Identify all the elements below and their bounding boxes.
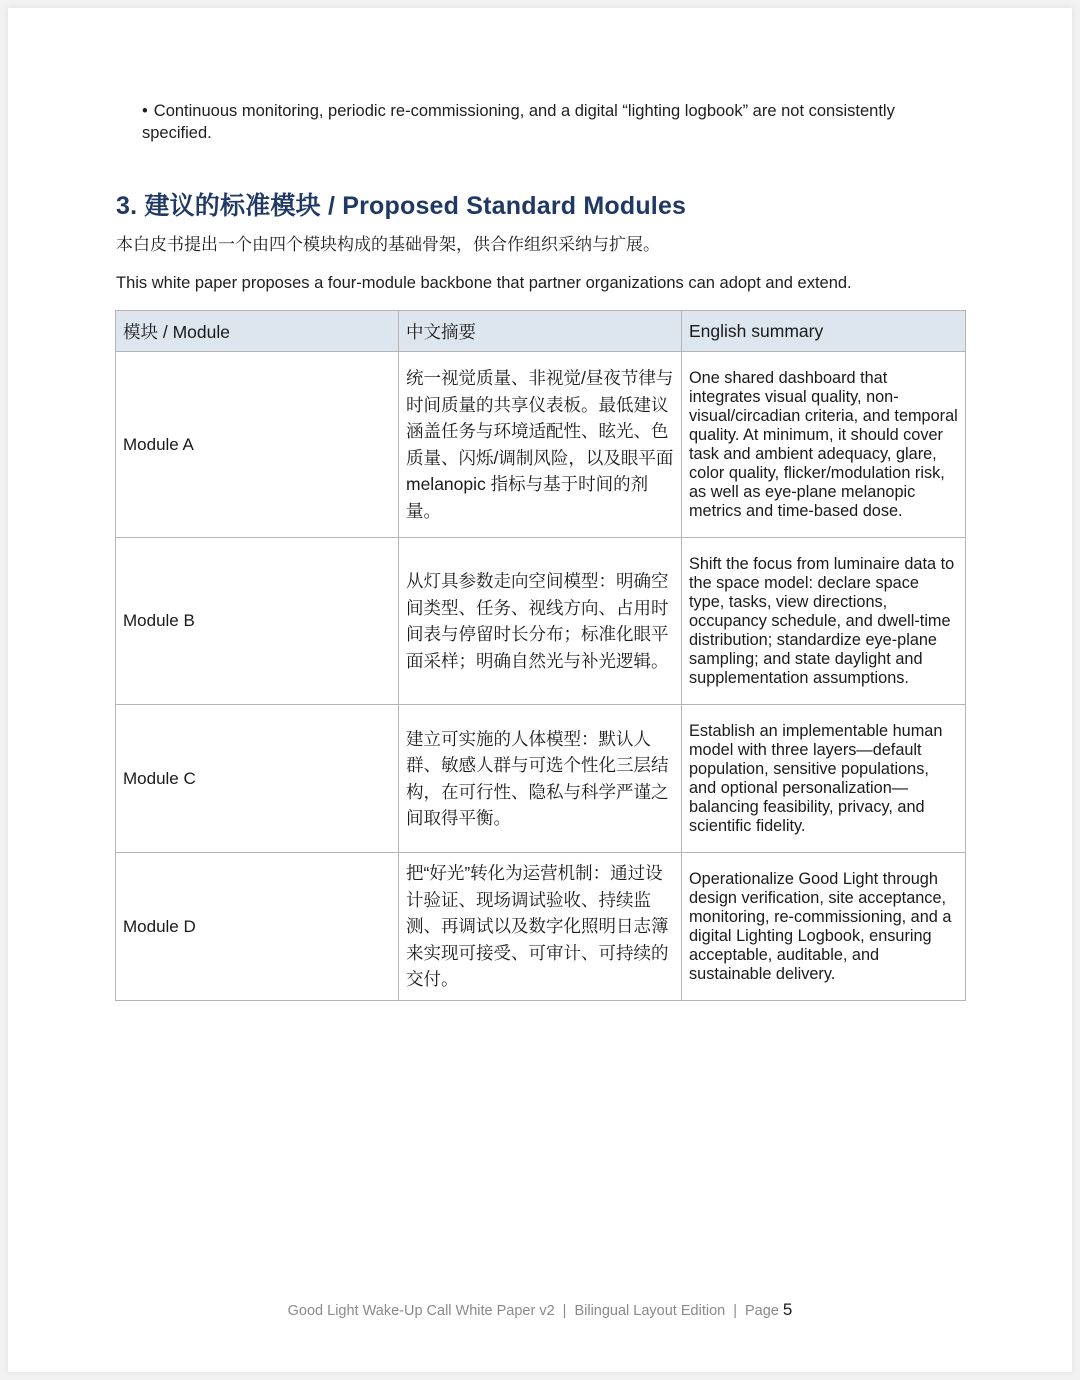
section-intro-zh: 本白皮书提出一个由四个模块构成的基础骨架，供合作组织采纳与扩展。 bbox=[116, 235, 660, 254]
bullet-marker: • bbox=[142, 102, 148, 120]
table-row bbox=[116, 352, 966, 538]
bullet-text: Continuous monitoring, periodic re-commissioning, and a digital “lighting logbook” are not consistently specified. bbox=[142, 102, 895, 142]
section-intro-en: This white paper proposes a four-module backbone that partner organizations can adopt and extend. bbox=[116, 274, 852, 292]
en-summary: One shared dashboard that integrates visual quality, non-visual/circadian criteria, and temporal quality. At minimum, it should cover task and ambient adequacy, glare, color quality, flicker/modulation risk, as well as eye-plane melanopic metrics and time-based dose. bbox=[682, 352, 966, 538]
table-header-row bbox=[116, 311, 966, 352]
modules-table bbox=[115, 310, 966, 1001]
zh-summary: 统一视觉质量、非视觉/昼夜节律与时间质量的共享仪表板。最低建议涵盖任务与环境适配性、眩光、色质量、闪烁/调制风险，以及眼平面 melanopic 指标与基于时间的剂量。 bbox=[399, 352, 682, 538]
en-summary: Operationalize Good Light through design verification, site acceptance, monitoring, re-commissioning, and a digital Lighting Logbook, ensuring acceptable, auditable, and sustainable delivery. bbox=[682, 853, 966, 1001]
footer-title: Good Light Wake-Up Call White Paper v2 bbox=[287, 1303, 555, 1319]
module-name: Module D bbox=[116, 853, 399, 1001]
module-name: Module C bbox=[116, 705, 399, 853]
footer-page-label: Page bbox=[744, 1303, 779, 1319]
module-name: Module B bbox=[116, 538, 399, 705]
section-heading: 3. 建议的标准模块 / Proposed Standard Modules bbox=[116, 192, 687, 220]
zh-summary: 从灯具参数走向空间模型：明确空间类型、任务、视线方向、占用时间表与停留时长分布；标准化眼平面采样；明确自然光与补光逻辑。 bbox=[399, 538, 682, 705]
header-en-summary: English summary bbox=[682, 311, 966, 352]
document-page bbox=[8, 8, 1072, 1372]
page-footer bbox=[8, 1300, 1072, 1320]
zh-summary: 把“好光”转化为运营机制：通过设计验证、现场调试验收、持续监测、再调试以及数字化照明日志簿来实现可接受、可审计、可持续的交付。 bbox=[399, 853, 682, 1001]
table-row bbox=[116, 853, 966, 1001]
table-row bbox=[116, 705, 966, 853]
footer-edition: Bilingual Layout Edition bbox=[574, 1303, 726, 1319]
en-summary: Shift the focus from luminaire data to the space model: declare space type, tasks, view directions, occupancy schedule, and dwell-time distribution; standardize eye-plane sampling; and state daylight and supplementation assumptions. bbox=[682, 538, 966, 705]
footer-separator: | bbox=[733, 1303, 737, 1319]
module-name: Module A bbox=[116, 352, 399, 538]
table-row bbox=[116, 538, 966, 705]
footer-separator: | bbox=[562, 1303, 567, 1319]
header-zh-summary: 中文摘要 bbox=[399, 311, 682, 352]
zh-summary: 建立可实施的人体模型：默认人群、敏感人群与可选个性化三层结构，在可行性、隐私与科学严谨之间取得平衡。 bbox=[399, 705, 682, 853]
header-module: 模块 / Module bbox=[116, 311, 399, 352]
footer-page-number: 5 bbox=[782, 1300, 793, 1319]
bullet-item bbox=[142, 100, 962, 144]
en-summary: Establish an implementable human model with three layers—default population, sensitive populations, and optional personalization—balancing feasibility, privacy, and scientific fidelity. bbox=[682, 705, 966, 853]
